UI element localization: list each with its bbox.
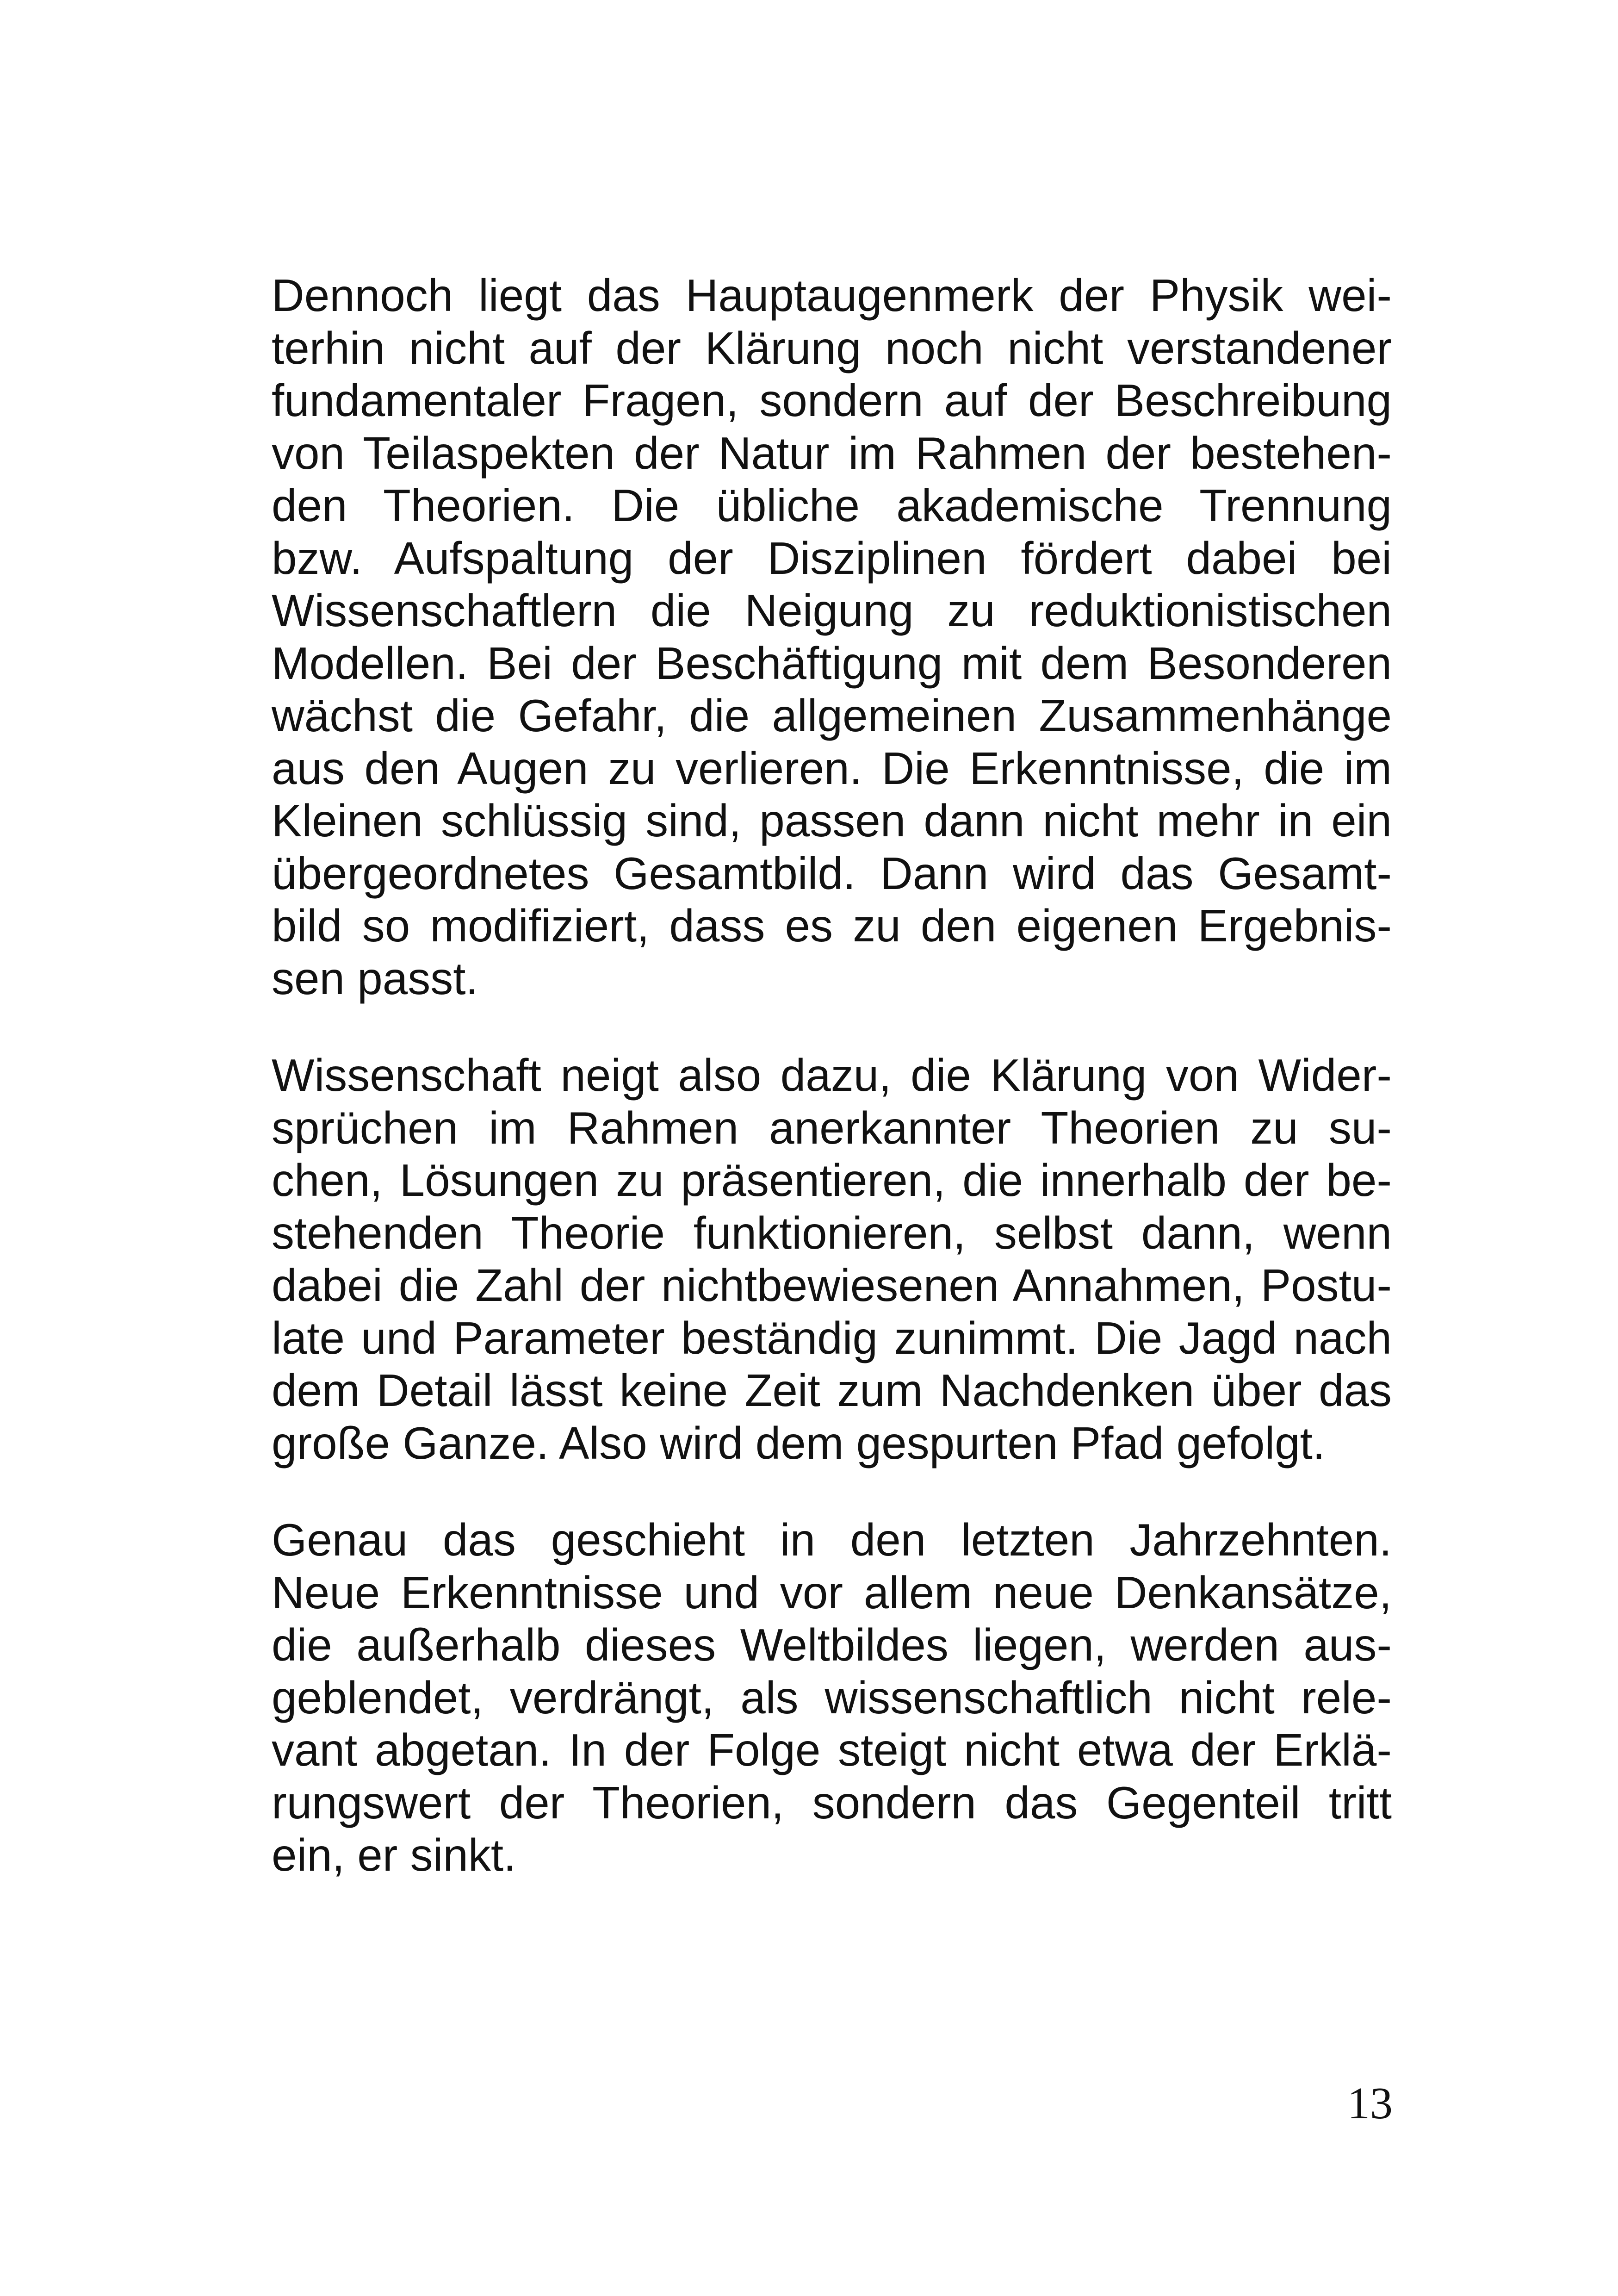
text-line: dabei die Zahl der nichtbewiesenen Annahmen, Postu-	[272, 1260, 1392, 1311]
text-line: geblendet, verdrängt, als wissenschaftlich nicht rele-	[272, 1672, 1392, 1723]
text-line: Wissenschaft neigt also dazu, die Klärung von Wider-	[272, 1050, 1392, 1101]
text-line: vant abgetan. In der Folge steigt nicht etwa der Erklä-	[272, 1724, 1392, 1775]
text-line: die außerhalb dieses Weltbildes liegen, werden aus-	[272, 1619, 1392, 1670]
text-line: sen passt.	[272, 952, 478, 1004]
text-line: bild so modifiziert, dass es zu den eigenen Ergebnis-	[272, 900, 1392, 951]
paragraph-2	[272, 1049, 1392, 1469]
text-line: sprüchen im Rahmen anerkannter Theorien zu su-	[272, 1102, 1392, 1153]
text-line: wächst die Gefahr, die allgemeinen Zusammenhänge	[272, 690, 1392, 741]
text-line: chen, Lösungen zu präsentieren, die innerhalb der be-	[272, 1155, 1392, 1206]
paragraph-3	[272, 1514, 1392, 1882]
page-number: 13	[1347, 2078, 1393, 2128]
text-line: stehenden Theorie funktionieren, selbst dann, wenn	[272, 1207, 1392, 1258]
text-line: aus den Augen zu verlieren. Die Erkenntnisse, die im	[272, 742, 1392, 794]
text-line: Kleinen schlüssig sind, passen dann nicht mehr in ein	[272, 795, 1392, 846]
text-line: Neue Erkenntnisse und vor allem neue Denkansätze,	[272, 1567, 1392, 1618]
text-line: bzw. Aufspaltung der Disziplinen fördert dabei bei	[272, 532, 1392, 584]
text-line: late und Parameter beständig zunimmt. Die Jagd nach	[272, 1312, 1392, 1363]
paragraph-1	[272, 269, 1392, 1005]
text-line: ein, er sinkt.	[272, 1829, 516, 1880]
text-line: Genau das geschieht in den letzten Jahrzehnten.	[272, 1514, 1392, 1565]
text-line: den Theorien. Die übliche akademische Trennung	[272, 480, 1392, 531]
text-line: rungswert der Theorien, sondern das Gegenteil tritt	[272, 1777, 1392, 1828]
text-line: fundamentaler Fragen, sondern auf der Beschreibung	[272, 375, 1392, 426]
body-text	[272, 269, 1392, 1926]
text-line: dem Detail lässt keine Zeit zum Nachdenken über das	[272, 1365, 1392, 1416]
text-line: terhin nicht auf der Klärung noch nicht verstandener	[272, 322, 1392, 373]
text-line: Dennoch liegt das Hauptaugenmerk der Physik wei-	[272, 270, 1392, 321]
text-line: Wissenschaftlern die Neigung zu reduktionistischen	[272, 585, 1392, 636]
text-line: übergeordnetes Gesamtbild. Dann wird das Gesamt-	[272, 847, 1392, 899]
text-line: große Ganze. Also wird dem gespurten Pfad gefolgt.	[272, 1417, 1326, 1468]
text-line: von Teilaspekten der Natur im Rahmen der bestehen-	[272, 427, 1392, 479]
text-line: Modellen. Bei der Beschäftigung mit dem Besonderen	[272, 637, 1392, 689]
